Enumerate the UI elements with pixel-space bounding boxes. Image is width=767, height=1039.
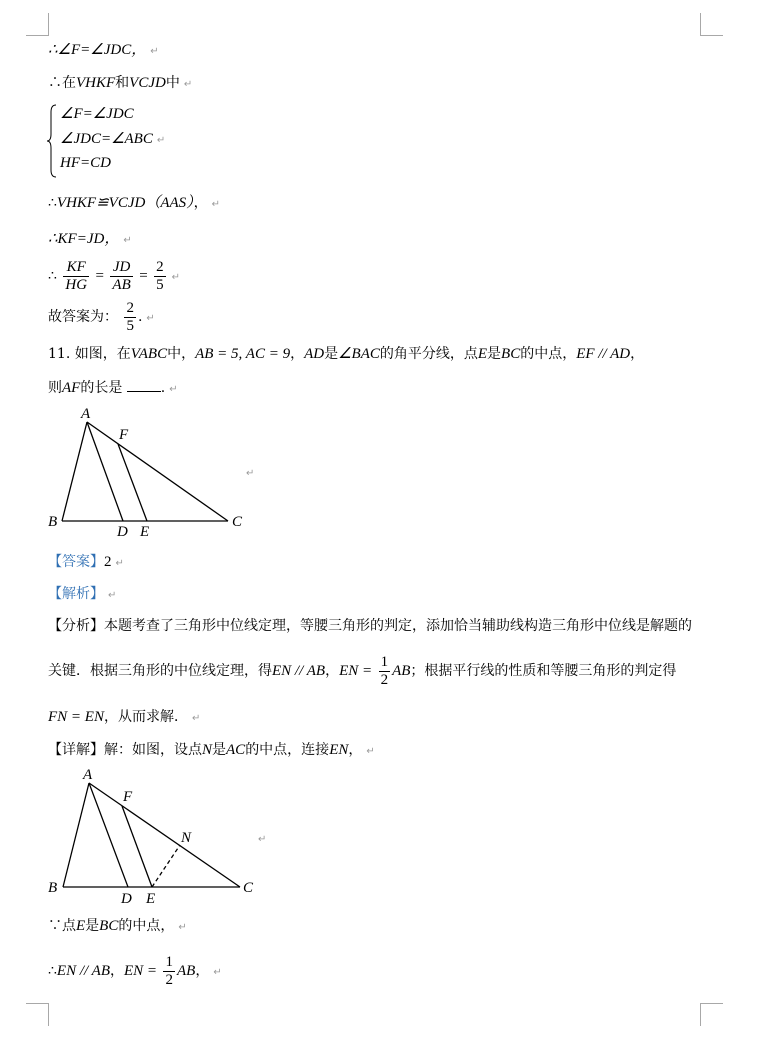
- answer-line: 【答案】2 ↵: [48, 554, 124, 570]
- answer-blank: [127, 377, 161, 392]
- analysis-line-3: FN = EN，从而求解． ↵: [48, 709, 201, 725]
- corner-mark-bottom-left: [26, 1003, 49, 1026]
- segment-ad: [87, 422, 123, 521]
- fraction-kf-hg: $\frac{KF}{HG}$: [65, 258, 88, 293]
- triangle-figure-2: [40, 763, 270, 913]
- final-answer-line: 故答案为： $\frac{2}{5}$ . ↵: [48, 299, 155, 334]
- problem-11-question: 则AF的长是 . ↵: [48, 377, 178, 400]
- fraction-one-half: $\frac{1}{2}$: [380, 653, 389, 688]
- segment-ef: [118, 444, 147, 521]
- answer-fraction: $\frac{2}{5}$: [126, 299, 134, 334]
- return-mark: ↵: [246, 468, 255, 479]
- label-e: E: [140, 524, 150, 540]
- label-e: E: [146, 891, 156, 907]
- detail-line-1: 【详解】解：如图，设点N是AC的中点，连接EN， ↵: [48, 742, 375, 758]
- return-mark: ↵: [258, 834, 267, 845]
- corner-mark-bottom-right: [700, 1003, 723, 1026]
- label-f: F: [119, 427, 129, 443]
- proof-line-triangles: ∴在VHKF和VCJD中 ↵: [48, 75, 193, 91]
- system-eq-1: ∠F=∠JDC: [60, 106, 134, 122]
- triangle-figure-1: [40, 402, 260, 542]
- segment-en-dashed: [152, 845, 180, 887]
- system-eq-2: ∠JDC=∠ABC ↵: [60, 131, 166, 147]
- side-ab: [62, 422, 87, 521]
- system-brace: [46, 104, 58, 178]
- side-ab: [63, 783, 89, 887]
- segment-ef: [122, 806, 152, 887]
- analysis-line-2: 关键．根据三角形的中位线定理，得EN // AB，EN = $\frac{1}{2}$ AB；根据平行线的性质和等腰三角形的判定得: [48, 653, 677, 688]
- label-a: A: [83, 767, 93, 783]
- label-b: B: [48, 880, 58, 896]
- problem-11-statement: 11. 如图，在VABC中，AB = 5, AC = 9，AD是∠BAC的角平分线，点E是BC的中点，EF // AD，: [48, 346, 645, 362]
- label-a: A: [81, 406, 91, 422]
- label-f: F: [123, 789, 133, 805]
- side-ac: [87, 422, 228, 521]
- fraction-one-half: $\frac{1}{2}$: [165, 953, 173, 988]
- proof-line-congruent: ∴VHKF≌VCJD（AAS）， ↵: [48, 195, 221, 211]
- proof-line-ratio: ∴ $\frac{KF}{HG}$ = $\frac{JD}{AB}$ = $\frac{2}{5}$ ↵: [48, 258, 181, 293]
- label-d: D: [117, 524, 128, 540]
- tail-line-2: ∴EN // AB，EN = $\frac{1}{2}$ AB， ↵: [48, 953, 222, 988]
- fraction-two-fifths: $\frac{2}{5}$: [156, 258, 164, 293]
- label-c: C: [243, 880, 254, 896]
- label-b: B: [48, 514, 58, 530]
- label-d: D: [121, 891, 132, 907]
- tail-line-1: ∵点E是BC的中点， ↵: [48, 918, 187, 934]
- proof-line-angle: ∴∠F=∠JDC， ↵: [48, 42, 159, 58]
- side-ac: [89, 783, 240, 887]
- corner-mark-top-right: [700, 13, 723, 36]
- analysis-line-1: 【分析】本题考查了三角形中位线定理，等腰三角形的判定，添加恰当辅助线构造三角形中位线是解题的: [48, 618, 692, 634]
- analysis-label-line: 【解析】 ↵: [48, 586, 117, 602]
- system-eq-3: HF=CD: [60, 155, 111, 171]
- corner-mark-top-left: [26, 13, 49, 36]
- proof-line-equal-sides: ∴KF=JD， ↵: [48, 231, 132, 247]
- label-n: N: [181, 830, 192, 846]
- fraction-jd-ab: $\frac{JD}{AB}$: [112, 258, 131, 293]
- label-c: C: [232, 514, 243, 530]
